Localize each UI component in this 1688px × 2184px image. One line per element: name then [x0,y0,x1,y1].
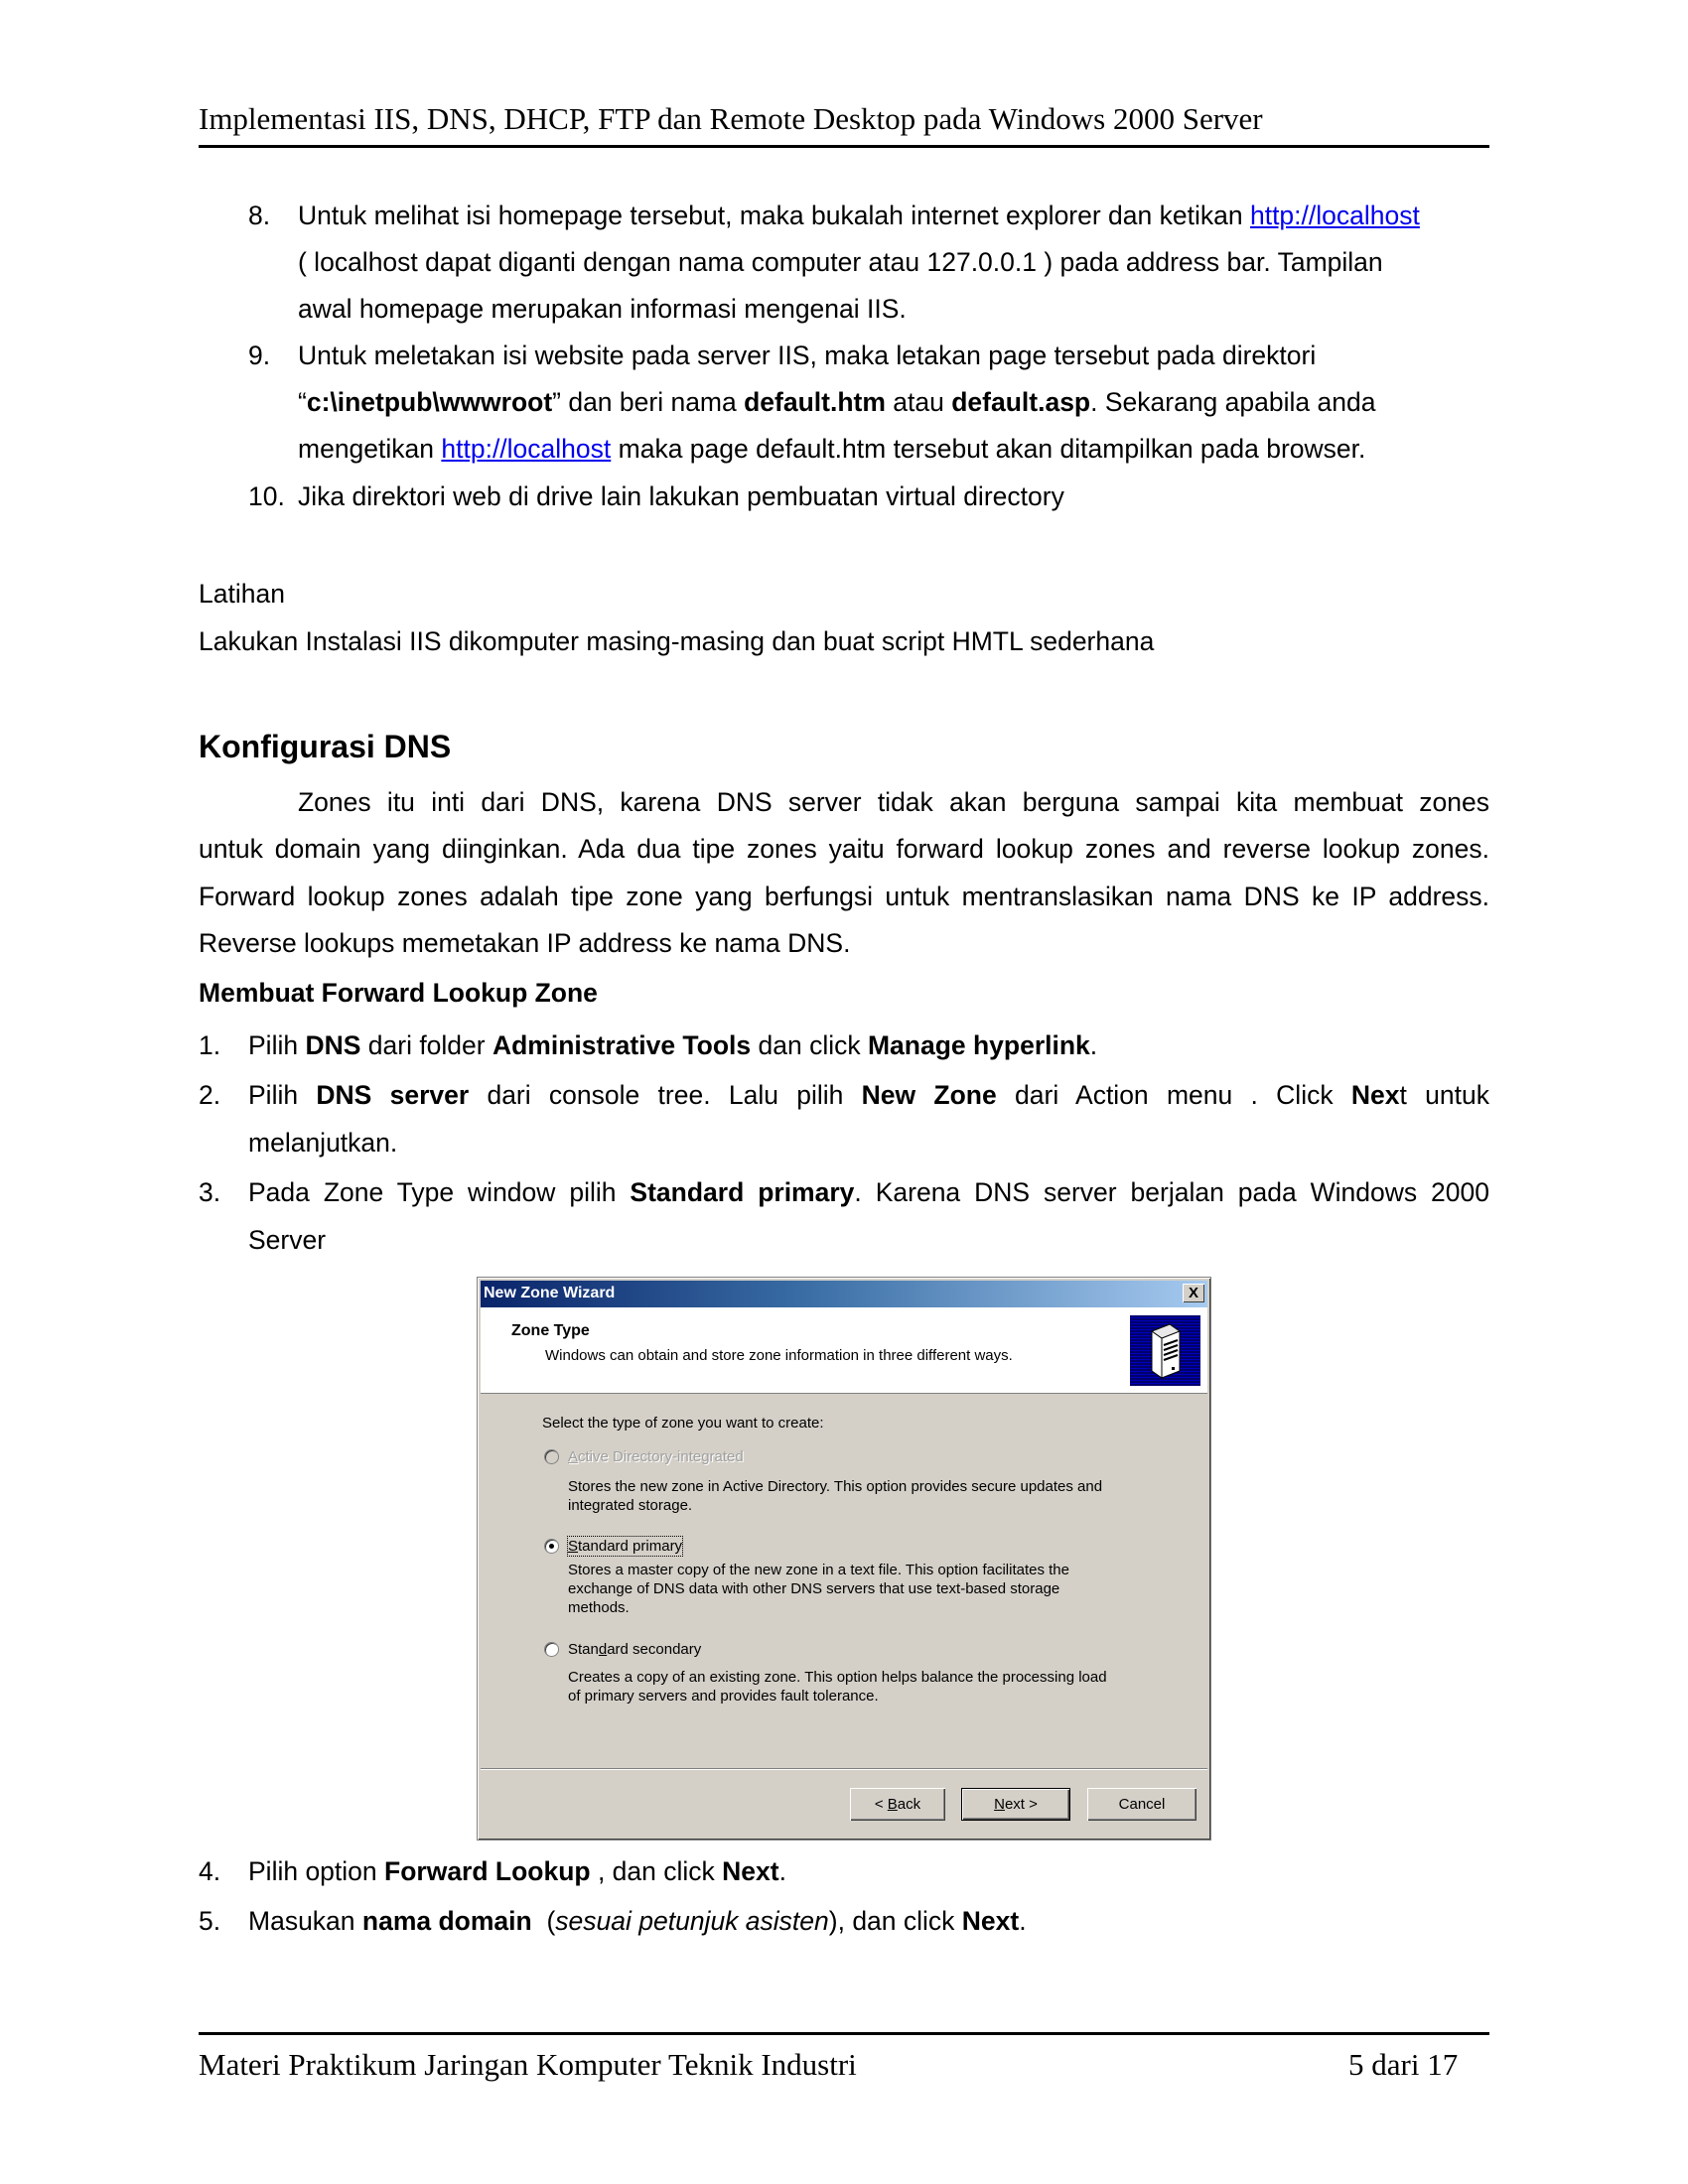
text: mengetikan [298,434,442,464]
accel-key: A [568,1448,579,1465]
localhost-link[interactable]: http://localhost [441,434,612,464]
list-item-10-line1: Jika direktori web di drive lain lakukan pembuatan virtual directory [298,481,1064,511]
text: Masukan [248,1906,362,1936]
bold-text: Forward Lookup [384,1856,591,1886]
text: ” dan beri nama [552,387,745,417]
list-number: 5. [199,1906,221,1936]
footer-separator [481,1768,1207,1769]
accel-key: N [994,1796,1005,1813]
bold-text: Administrative Tools [492,1030,752,1060]
text: tandard primary [578,1538,683,1555]
dns-step-1 [248,1028,1097,1062]
text: t untuk [1399,1080,1489,1110]
exercise-label: Latihan [199,579,285,609]
text: Stan [568,1641,599,1658]
text: . Karena DNS server berjalan pada Windows 2000 [854,1177,1489,1207]
option-desc: Creates a copy of an existing zone. This option helps balance the processing load [568,1669,1107,1686]
text: Pilih [248,1080,317,1110]
wizard-header [481,1307,1207,1394]
dns-step-4 [248,1854,786,1888]
exercise-text: Lakukan Instalasi IIS dikomputer masing-masing dan buat script HMTL sederhana [199,626,1155,656]
text: maka page default.htm tersebut akan ditampilkan pada browser. [611,434,1366,464]
text: Zones itu inti dari DNS, karena DNS server tidak akan berguna sampai kita membuat zones [298,787,1489,817]
bold-text: Next [961,1906,1020,1936]
paragraph-line: Forward lookup zones adalah tipe zone yang berfungsi untuk mentranslasikan nama DNS ke IP address. [199,882,1489,911]
accel-key: S [568,1538,579,1555]
dns-step-2-line2: melanjutkan. [248,1128,398,1158]
text: dari Action menu . Click [996,1080,1351,1110]
text: < [874,1796,888,1813]
bold-text: nama domain [361,1906,532,1936]
text: ard secondary [607,1641,702,1658]
list-number: 9. [248,341,271,370]
localhost-link[interactable]: http://localhost [1249,201,1420,230]
wizard-page-subtitle: Windows can obtain and store zone information in three different ways. [545,1347,1013,1364]
bold-text: Standard primary [630,1177,855,1207]
bold-text: Nex [1350,1080,1400,1110]
list-item-9-line2 [298,385,1375,419]
bold-text: DNS server [316,1080,470,1110]
option-label-active-directory [568,1447,744,1466]
option-desc: integrated storage. [568,1497,693,1514]
dns-step-5 [248,1904,1027,1938]
dns-step-3 [248,1175,1489,1209]
list-number: 2. [199,1080,221,1110]
text: . [1019,1906,1027,1936]
radio-standard-secondary[interactable] [544,1642,559,1657]
text: ack [897,1796,921,1813]
option-desc: Stores the new zone in Active Directory. This option provides secure updates and [568,1478,1103,1495]
text: . [1089,1030,1098,1060]
server-icon [1130,1315,1200,1386]
text: ( [531,1906,556,1936]
bold-text: Next [722,1856,779,1886]
bold-text: New Zone [861,1080,997,1110]
accel-key: B [887,1796,898,1813]
list-number: 1. [199,1030,221,1060]
text: ctive Directory-integrated [578,1448,744,1465]
text: , dan click [590,1856,723,1886]
path-text: c:\inetpub\wwwroot [306,387,553,417]
text: “ [298,387,307,417]
option-label-standard-secondary [568,1640,701,1659]
text: dari folder [360,1030,492,1060]
text: . [778,1856,786,1886]
list-number: 10. [248,481,285,511]
radio-active-directory-integrated[interactable] [544,1449,559,1464]
text: Untuk melihat isi homepage tersebut, maka bukalah internet explorer dan ketikan [298,201,1250,230]
option-desc: Stores a master copy of the new zone in a text file. This option facilitates the [568,1562,1069,1578]
text: atau [885,387,952,417]
text: . Sekarang apabila anda [1090,387,1376,417]
filename-text: default.htm [744,387,886,417]
text: Pada Zone Type window pilih [248,1177,631,1207]
next-button[interactable] [961,1788,1070,1821]
radio-standard-primary[interactable] [544,1539,559,1554]
radio-selected-dot [549,1544,554,1549]
text: Pilih [248,1030,306,1060]
back-button[interactable] [850,1788,945,1821]
filename-text: default.asp [951,387,1091,417]
option-desc: exchange of DNS data with other DNS servers that use text-based storage [568,1580,1060,1597]
close-icon: X [1188,1285,1198,1301]
paragraph-line [199,785,1489,819]
list-number: 8. [248,201,271,230]
italic-text: sesuai petunjuk asisten [555,1906,829,1936]
text: Pilih option [248,1856,385,1886]
close-button[interactable] [1183,1284,1204,1302]
list-item-8-line1 [298,199,1420,232]
option-label-standard-primary [568,1537,682,1556]
text: dari console tree. Lalu pilih [469,1080,862,1110]
dns-step-3-line2: Server [248,1225,327,1255]
footer-rule [199,2032,1489,2035]
paragraph-line: untuk domain yang diinginkan. Ada dua tipe zones yaitu forward lookup zones and reverse lookup zones. [199,834,1489,864]
text: dan click [751,1030,868,1060]
section-heading: Konfigurasi DNS [199,729,452,764]
text: ), dan click [828,1906,962,1936]
running-header: Implementasi IIS, DNS, DHCP, FTP dan Remote Desktop pada Windows 2000 Server [199,101,1263,136]
footer-course-title: Materi Praktikum Jaringan Komputer Teknik Industri [199,2047,857,2082]
list-number: 4. [199,1856,221,1886]
bold-text: DNS [305,1030,361,1060]
zone-type-prompt: Select the type of zone you want to create: [542,1415,824,1432]
subheading: Membuat Forward Lookup Zone [199,978,598,1008]
header-rule [199,145,1489,148]
dialog-title: New Zone Wizard [484,1285,616,1301]
new-zone-wizard-dialog [477,1277,1211,1841]
page-number: 5 dari 17 [1348,2047,1459,2082]
list-item-8-line2: ( localhost dapat diganti dengan nama computer atau 127.0.0.1 ) pada address bar. Tampilan [298,247,1383,277]
list-item-9-line1: Untuk meletakan isi website pada server IIS, maka letakan page tersebut pada direktori [298,341,1317,370]
paragraph-line: Reverse lookups memetakan IP address ke nama DNS. [199,928,851,958]
title-bar[interactable] [481,1281,1207,1307]
option-desc: of primary servers and provides fault tolerance. [568,1688,879,1705]
list-number: 3. [199,1177,221,1207]
accel-key: d [598,1641,608,1658]
cancel-button[interactable]: Cancel [1087,1788,1196,1821]
list-item-8-line3: awal homepage merupakan informasi mengenai IIS. [298,294,907,324]
list-item-9-line3 [298,432,1365,466]
option-desc: methods. [568,1599,630,1616]
dns-step-2 [248,1078,1489,1112]
wizard-page-title: Zone Type [511,1322,590,1339]
bold-text: Manage hyperlink [867,1030,1090,1060]
text: ext > [1004,1796,1038,1813]
